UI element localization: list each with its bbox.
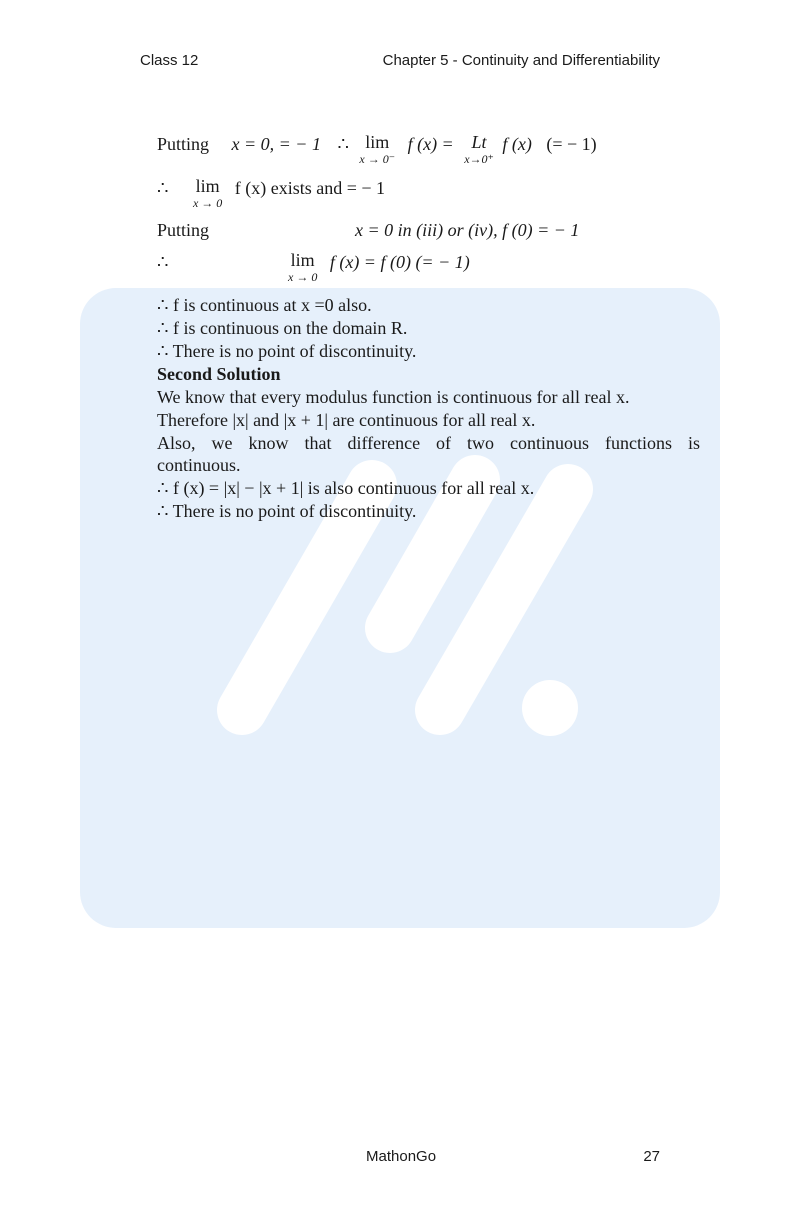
math-line-1: [157, 134, 597, 168]
math-line-4-limit: [288, 252, 470, 286]
paragraph-2: Therefore |x| and |x + 1| are continuous for all real x.: [157, 410, 536, 430]
conclusion-3: ∴ There is no point of discontinuity.: [157, 341, 417, 361]
conclusion-2: ∴ f is continuous on the domain R.: [157, 318, 408, 338]
final-statement-2: ∴ There is no point of discontinuity.: [157, 501, 417, 521]
continuity-equation: f (x) = f (0) (= − 1): [329, 252, 470, 272]
therefore-symbol: ∴: [157, 178, 169, 198]
paragraph-3b: continuous.: [157, 455, 241, 475]
math-line-4: [157, 252, 168, 273]
limit-x-to-0: lim x → 0: [288, 250, 318, 284]
therefore-symbol: ∴: [337, 134, 349, 154]
fx-right: f (x): [502, 134, 532, 154]
right-limit: Lt x→0⁺: [464, 132, 494, 166]
header-class-label: Class 12: [140, 52, 199, 69]
math-line-2: [157, 178, 385, 212]
expr-x-values: x = 0, = − 1: [231, 134, 321, 154]
footer-brand: MathonGo: [366, 1148, 437, 1165]
putting-word-2: Putting: [157, 220, 210, 240]
header-chapter-title: Chapter 5 - Continuity and Differentiability: [382, 52, 660, 69]
limit-exists-text: f (x) exists and = − 1: [234, 178, 386, 198]
second-solution-heading: Second Solution: [157, 364, 281, 384]
therefore-symbol: ∴: [157, 252, 169, 272]
fx-left: f (x) =: [407, 134, 454, 154]
putting-word: Putting: [157, 134, 210, 154]
paragraph-1: We know that every modulus function is continuous for all real x.: [157, 387, 630, 407]
putting-expression: x = 0 in (iii) or (iv), f (0) = − 1: [355, 220, 580, 240]
final-statement-1: ∴ f (x) = |x| − |x + 1| is also continuous for all real x.: [157, 478, 535, 498]
conclusion-1: ∴ f is continuous at x =0 also.: [157, 295, 372, 315]
limit-value: (= − 1): [546, 134, 597, 154]
left-limit: lim x → 0⁻: [359, 132, 396, 166]
paragraph-3a: Also, we know that difference of two continuous functions is: [157, 433, 700, 453]
footer-page-number: 27: [643, 1148, 660, 1165]
limit-x-to-0: lim x → 0: [192, 176, 223, 210]
